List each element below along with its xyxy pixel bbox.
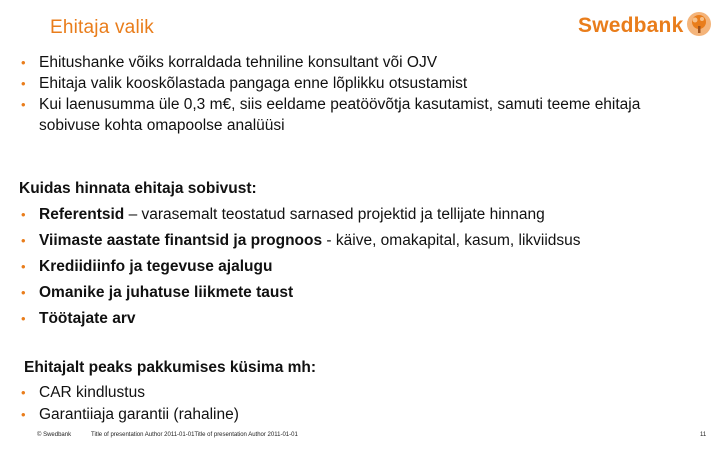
criteria-rest: – varasemalt teostatud sarnased projektid ja tellijate hinnang: [124, 206, 545, 223]
offer-list: [18, 382, 698, 426]
offers-heading: Ehitajalt peaks pakkumises küsima mh:: [24, 359, 317, 376]
oak-tree-icon: [686, 11, 712, 42]
footer-presentation: Title of presentation Author 2011-01-01Title of presentation Author 2011-01-01: [91, 432, 298, 438]
swedbank-logo: [578, 11, 712, 41]
footer-copyright: © Swedbank: [37, 432, 72, 438]
criteria-bold: Viimaste aastate finantsid ja prognoos: [39, 232, 323, 249]
criteria-bold: Krediidiinfo ja tegevuse ajalugu: [39, 258, 273, 275]
intro-bullet-list: [18, 52, 698, 136]
criteria-item: [18, 306, 698, 332]
criteria-bold: Töötajate arv: [39, 310, 136, 327]
intro-bullet: • Kui laenusumma üle 0,3 m€, siis eeldame peatöövõtja kasutamist, samuti teeme ehitaja sobivuse kohta omapoolse analüüsi: [18, 94, 698, 136]
slide-title: Ehitaja valik: [50, 17, 154, 38]
criteria-item: [18, 280, 698, 306]
criteria-bold: Referentsid: [39, 206, 125, 223]
criteria-rest: - käive, omakapital, kasum, likviidsus: [322, 232, 581, 249]
offer-item: • Garantiiaja garantii (rahaline): [18, 404, 698, 426]
footer-page-number: 11: [700, 432, 707, 438]
intro-bullet: • Ehitushanke võiks korraldada tehniline konsultant või OJV: [18, 52, 698, 73]
evaluate-heading: Kuidas hinnata ehitaja sobivust:: [19, 180, 257, 197]
offer-item: • CAR kindlustus: [18, 382, 698, 404]
intro-bullet: • Ehitaja valik kooskõlastada pangaga enne lõplikku otsustamist: [18, 73, 698, 94]
criteria-item: [18, 202, 698, 228]
criteria-item: [18, 228, 698, 254]
criteria-item: [18, 254, 698, 280]
criteria-list: [18, 202, 698, 332]
logo-text: Swedbank: [578, 14, 684, 37]
criteria-bold: Omanike ja juhatuse liikmete taust: [39, 284, 294, 301]
